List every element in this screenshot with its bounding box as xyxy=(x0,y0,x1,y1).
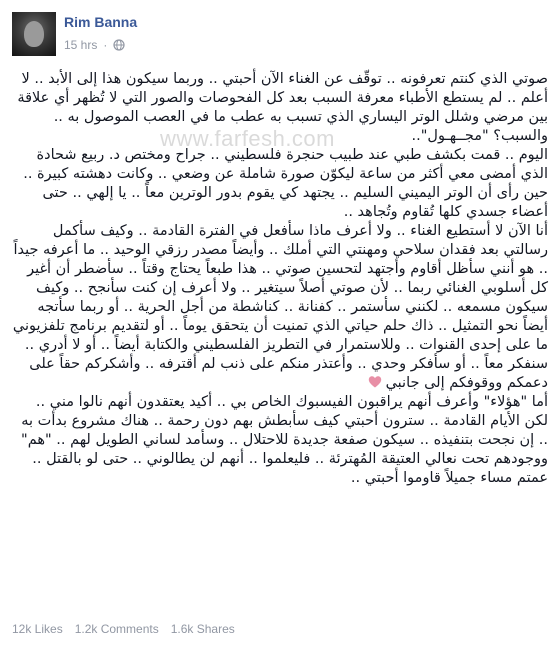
shares-count[interactable]: 1.6k Shares xyxy=(170,622,235,636)
paragraph-3 xyxy=(12,222,548,393)
paragraph-5: عمتم مساء جميلاً قاوموا أحبتي .. xyxy=(350,470,548,486)
meta-separator: · xyxy=(103,38,108,52)
paragraph-2: اليوم .. قمت بكشف طبي عند طبيب حنجرة فلسطيني .. جراح ومختص د. ربيع شحادة الذي أمضى معي أكثر من ساعة ليكوّن صورة شاملة عن وضعي .. وكانت دهشته كبيرة .. حين رأى أن الوتر اليميني السليم .. يجتهد كي يقوم بدور الوترين معاً .. يا إلهي .. حتى أعضاء جسدي كلها تُقاوم وتُجاهد .. xyxy=(23,147,548,220)
avatar[interactable] xyxy=(12,12,56,56)
avatar-face xyxy=(24,21,44,47)
post-time[interactable]: 15 hrs xyxy=(64,38,98,52)
post-meta xyxy=(64,38,125,52)
likes-count[interactable]: 12k Likes xyxy=(12,622,63,636)
globe-icon[interactable] xyxy=(113,39,125,51)
post-stats xyxy=(12,622,235,636)
post-body xyxy=(12,70,548,488)
watermark: www.farfesh.com xyxy=(160,126,335,151)
paragraph-4: أما "هؤلاء" وأعرف أنهم يراقبون الفيسبوك الخاص بي .. أكيد يعتقدون أنهم نالوا مني .. لكن الأيام القادمة .. سترون أحبتي كيف سأبطش بهم دون رحمة .. هناك مشروع بدأت به .. إن نجحت بتنفيذه .. سيكون صفعة جديدة للاحتلال .. وسأمد لساني الطويل لهم .. "هم" ووجودهم تحت نعالي العتيقة المُهترئة .. فليعلموا .. أنهم لن يطالوني .. حتى لو بالقتل .. xyxy=(21,394,548,467)
heart-icon xyxy=(368,375,382,389)
paragraph-3-text: أنا الآن لا أستطيع الغناء .. ولا أعرف ماذا سأفعل في الفترة القادمة .. وكيف سأكمل رسالتي بعد فقدان سلاحي ومهنتي التي أملك .. وأيضاً مصدر رزقي الوحيد .. ما أعرفه جيداً .. هو أنني سأظل أقاوم وأجتهد لتحسين صوتي .. هذا طبعاً يحتاج وقتاً .. سأضطر أن أغير كل أسلوبي الغنائي ربما .. لأن صوتي أصلاً سيتغير .. ولا أعرف إن كنت سأنجح .. وكيف سيكون مسمعه .. لكنني سأستمر .. كفنانة .. كناشطة من أجل الحرية .. أو ربما سأتجه أيضاً نحو التمثيل .. ذاك حلم حياتي الذي تمنيت أن يتحقق يوماً .. أو لتقديم برنامج تلفزيوني ما على إحدى القنوات .. وللاستمرار في التطريز الفلسطيني والكتابة أيضاً .. أو لا أدري .. سنفكر معاً .. أو سأفكر وحدي .. وأعتذر منكم على ذنب لم أقترفه .. وأشكركم حقاً على دعمكم ووقوفكم إلى جانبي xyxy=(12,223,548,391)
paragraph-1: صوتي الذي كنتم تعرفونه .. توقّف عن الغناء الآن أحبتي .. وربما سيكون هذا إلى الأبد .. لا أعلم .. لم يستطع الأطباء معرفة السبب بعد كل الفحوصات والصور التي لا تُظهر أي علاقة بين مرضي وشلل الوتر اليساري الذي تسبب به عطب ما في العصب الموصول به .. والسبب؟ "مجــهـول".. xyxy=(17,71,548,144)
comments-count[interactable]: 1.2k Comments xyxy=(74,622,159,636)
author-name[interactable]: Rim Banna xyxy=(64,14,138,30)
